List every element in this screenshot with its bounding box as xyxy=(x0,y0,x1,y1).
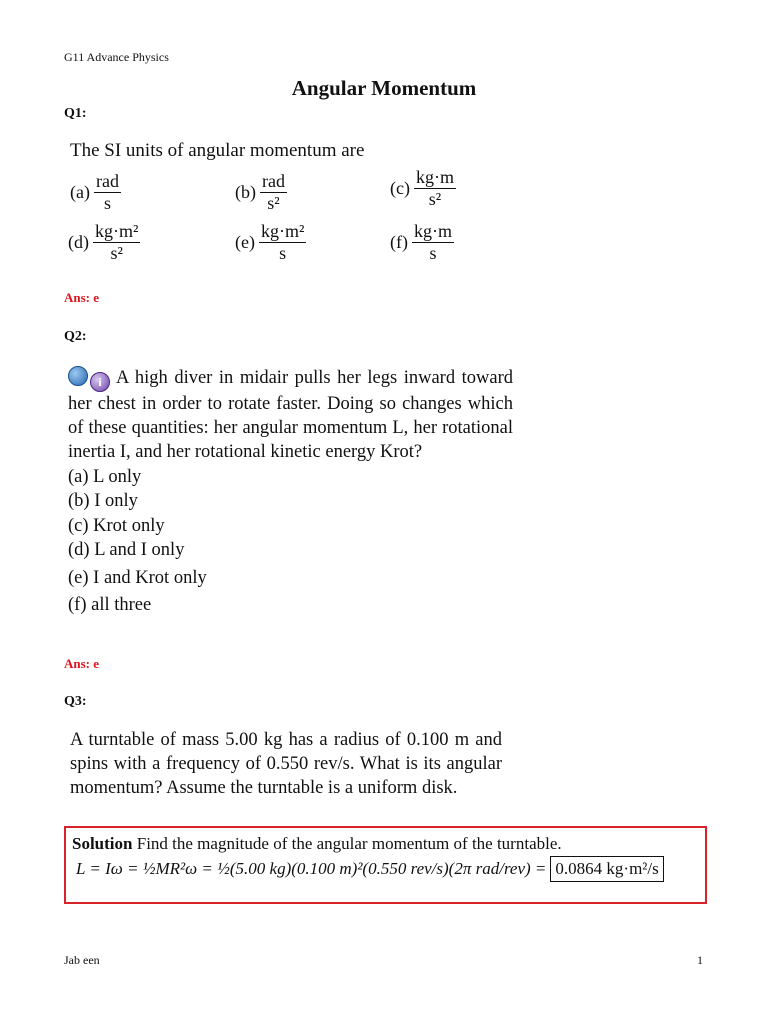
option-letter: (a) xyxy=(70,181,90,202)
option-letter: (b) xyxy=(235,181,256,202)
option-letter: (f) xyxy=(390,231,408,252)
q1-prompt: The SI units of angular momentum are xyxy=(70,140,365,161)
q2-label: Q2: xyxy=(64,329,87,344)
globe-icon xyxy=(68,366,88,386)
q1-option-d xyxy=(68,222,140,263)
option-fraction xyxy=(93,222,140,263)
option-letter: (c) xyxy=(390,177,410,198)
option-fraction xyxy=(414,168,456,209)
solution-text: Find the magnitude of the angular momentum of the turntable. xyxy=(136,834,562,853)
q3-label: Q3: xyxy=(64,694,87,709)
fraction-denominator: s² xyxy=(110,242,123,263)
q1-answer: Ans: e xyxy=(64,290,100,305)
solution-equation xyxy=(76,856,664,882)
page-title: Angular Momentum xyxy=(291,76,477,100)
solution-label: Solution xyxy=(72,834,133,853)
q1-option-b xyxy=(235,172,287,213)
option-fraction xyxy=(259,222,306,263)
q1-option-a xyxy=(70,172,121,213)
option-fraction xyxy=(412,222,454,263)
fraction-denominator: s xyxy=(429,242,437,263)
q2-choice-b: (b) I only xyxy=(68,491,138,512)
equation-lhs: L = Iω = ½MR²ω = ½(5.00 kg)(0.100 m)²(0.550 rev/s)(2π rad/rev) = xyxy=(76,859,547,878)
header-course: G11 Advance Physics xyxy=(64,50,169,64)
option-fraction xyxy=(260,172,287,213)
solution-heading xyxy=(72,834,562,854)
q1-option-e xyxy=(235,222,306,263)
fraction-numerator: rad xyxy=(262,171,285,191)
fraction-numerator: kg·m² xyxy=(95,221,139,241)
fraction-numerator: kg·m xyxy=(415,167,454,187)
q2-block xyxy=(68,366,513,618)
fraction-denominator: s² xyxy=(267,192,280,213)
info-icon: i xyxy=(90,372,110,392)
q2-choice-d: (d) L and I only xyxy=(68,540,185,561)
q2-prompt-line xyxy=(68,366,513,465)
fraction-numerator: kg·m² xyxy=(260,221,305,241)
q2-prompt: A high diver in midair pulls her legs inward toward her chest in order to rotate faster. Doing so changes which of these quantities: her angular momentum L, her rotational inertia I, and her rotational kinetic energy Krot? xyxy=(68,368,513,463)
q2-choice-a: (a) L only xyxy=(68,466,142,487)
fraction-denominator: s xyxy=(103,192,111,213)
fraction-numerator: kg·m xyxy=(413,221,452,241)
q2-choice-e: (e) I and Krot only xyxy=(68,567,207,588)
option-letter: (e) xyxy=(235,231,255,252)
q3-prompt: A turntable of mass 5.00 kg has a radius of 0.100 m and spins with a frequency of 0.550 rev/s. What is its angular momentum? Assume the turntable is a uniform disk. xyxy=(70,730,502,798)
footer-author: Jab een xyxy=(64,953,100,967)
fraction-denominator: s xyxy=(279,242,287,263)
fraction-denominator: s² xyxy=(428,188,442,209)
q2-choice-f: (f) all three xyxy=(68,595,152,616)
option-letter: (d) xyxy=(68,231,89,252)
fraction-numerator: rad xyxy=(95,171,119,191)
q1-label: Q1: xyxy=(64,106,87,121)
q1-option-f xyxy=(390,222,454,263)
page-number: 1 xyxy=(697,953,703,967)
equation-result: 0.0864 kg·m²/s xyxy=(550,856,663,882)
option-fraction xyxy=(94,172,121,213)
q2-answer: Ans: e xyxy=(64,656,100,671)
q1-option-c xyxy=(390,168,456,209)
q2-choice-c: (c) Krot only xyxy=(68,515,165,536)
